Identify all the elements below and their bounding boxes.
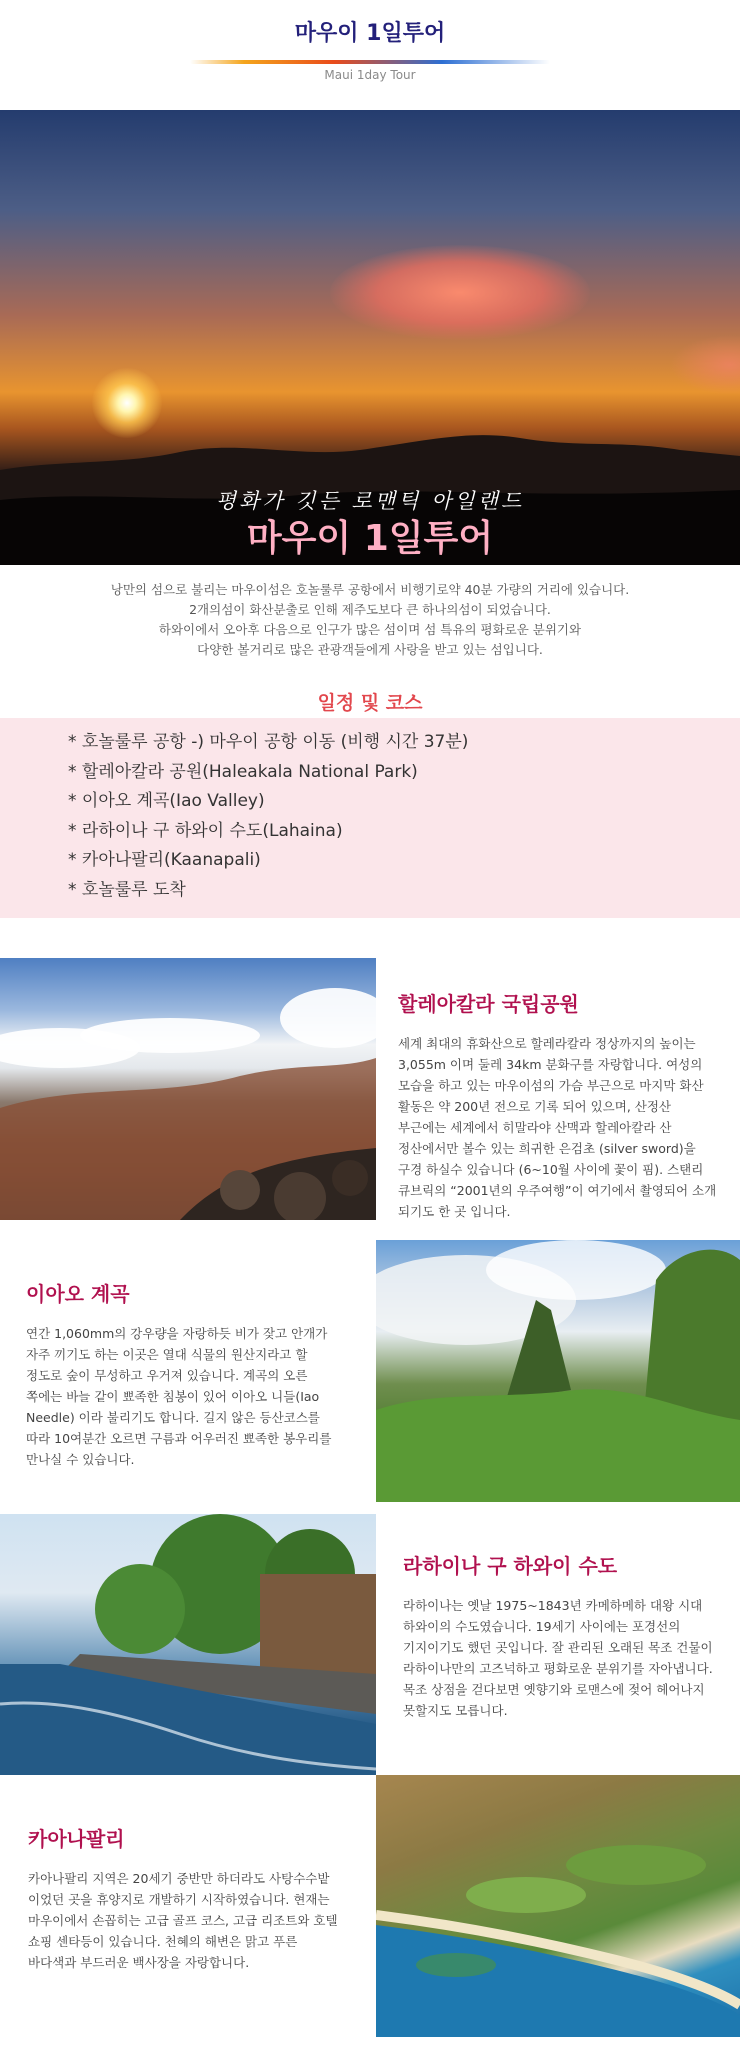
lahaina-text <box>403 1550 733 1721</box>
title-underline-gradient <box>190 60 550 64</box>
description-line: 자주 끼기도 하는 이곳은 열대 식물의 원산지라고 할 <box>26 1347 308 1362</box>
description-line: 하와이의 수도였습니다. 19세기 사이에는 포경선의 <box>403 1619 681 1634</box>
course-item: * 이아오 계곡(Iao Valley) <box>68 791 265 811</box>
description-line: 되기도 한 곳 입니다. <box>398 1204 511 1219</box>
description-line: 목조 상점을 걷다보면 옛향기와 로맨스에 젖어 헤어나지 <box>403 1682 705 1697</box>
kaanapali-description <box>28 1868 358 1973</box>
description-line: 라하이나만의 고즈넉하고 평화로운 분위기를 자아냅니다. <box>403 1661 713 1676</box>
description-line: 큐브릭의 “2001년의 우주여행”이 여기에서 촬영되어 소개 <box>398 1183 717 1198</box>
description-line: 만나실 수 있습니다. <box>26 1452 135 1467</box>
description-line: 기지이기도 했던 곳입니다. 잘 관리된 오래된 목조 건물이 <box>403 1640 713 1655</box>
hero-slogan: 평화가 깃든 로맨틱 아일랜드 <box>215 489 525 513</box>
course-item: * 호놀룰루 공항 -) 마우이 공항 이동 (비행 시간 37분) <box>68 732 469 752</box>
page-title: 마우이 1일투어 <box>294 21 446 46</box>
description-line: 정산에서만 볼수 있는 희귀한 은검초 (silver sword)을 <box>398 1141 696 1156</box>
kaanapali-photo <box>376 1775 740 2037</box>
course-item: * 라하이나 구 하와이 수도(Lahaina) <box>68 820 343 841</box>
lahaina-photo <box>0 1514 376 1776</box>
intro-line: 다양한 볼거리로 많은 관광객들에게 사랑을 받고 있는 섬입니다. <box>197 642 543 657</box>
section-kaanapali <box>0 1775 740 2037</box>
description-line: 모습을 하고 있는 마우이섬의 가슴 부근으로 마지막 화산 <box>398 1078 704 1093</box>
lahaina-description <box>403 1595 733 1721</box>
course-item: * 할레아칼라 공원(Haleakala National Park) <box>68 761 418 782</box>
kaanapali-aerial-scene <box>376 1775 740 2037</box>
section-haleakala <box>0 958 740 1220</box>
course-title: 일정 및 코스 <box>317 692 423 714</box>
course-list <box>0 718 740 905</box>
description-line: 정도로 숲이 무성하고 우거져 있습니다. 계곡의 오른 <box>26 1368 308 1383</box>
intro-line: 2개의섬이 화산분출로 인해 제주도보다 큰 하나의섬이 되었습니다. <box>189 602 551 617</box>
hero-cloud-small <box>670 335 740 395</box>
hero-cloud <box>330 245 590 340</box>
description-line: 부근에는 세계에서 히말라야 산맥과 할레아칼라 산 <box>398 1120 672 1135</box>
hero-title: 마우이 1일투어 <box>246 518 494 559</box>
description-line: Needle) 이라 불리기도 합니다. 길지 않은 등산코스를 <box>26 1410 320 1425</box>
course-list-box <box>0 718 740 918</box>
intro-line: 하와이에서 오아후 다음으로 인구가 많은 섬이며 섬 특유의 평화로운 분위기와 <box>158 622 582 637</box>
intro-paragraph <box>0 580 740 660</box>
page-header <box>0 0 740 110</box>
kaanapali-heading: 카아나팔리 <box>28 1827 125 1851</box>
haleakala-text <box>398 988 728 1222</box>
description-line: 활동은 약 200년 전으로 기록 되어 있으며, 산정산 <box>398 1099 671 1114</box>
description-line: 라하이나는 옛날 1975~1843년 카메하메하 대왕 시대 <box>403 1598 703 1613</box>
course-item: * 카아나팔리(Kaanapali) <box>68 850 261 870</box>
description-line: 쇼핑 센타등이 있습니다. 천혜의 해변은 맑고 푸른 <box>28 1934 298 1949</box>
haleakala-heading: 할레아칼라 국립공원 <box>398 992 579 1016</box>
intro-line: 낭만의 섬으로 불리는 마우이섬은 호놀룰루 공항에서 비행기로약 40분 가량의 거리에 있습니다. <box>110 582 630 597</box>
description-line: 못할지도 모릅니다. <box>403 1703 508 1718</box>
iao-description <box>26 1323 356 1470</box>
description-line: 따라 10여분간 오르면 구름과 어우러진 뾰족한 봉우리를 <box>26 1431 332 1446</box>
description-line: 이었던 곳을 휴양지로 개발하기 시작하였습니다. 현재는 <box>28 1892 330 1907</box>
haleakala-description <box>398 1033 728 1222</box>
section-lahaina <box>0 1514 740 1776</box>
hero-sunset-image <box>0 110 740 565</box>
description-line: 카아나팔리 지역은 20세기 중반만 하더라도 사탕수수밭 <box>28 1871 330 1886</box>
kaanapali-text <box>28 1823 358 1973</box>
iao-text <box>26 1278 356 1470</box>
description-line: 세계 최대의 휴화산으로 할레라칼라 정상까지의 높이는 <box>398 1036 696 1051</box>
section-iao-valley <box>0 1240 740 1502</box>
haleakala-photo <box>0 958 376 1220</box>
description-line: 3,055m 이며 둘레 34km 분화구를 자랑합니다. 여성의 <box>398 1057 703 1072</box>
lahaina-seawall-scene <box>0 1514 376 1776</box>
iao-heading: 이아오 계곡 <box>26 1282 130 1306</box>
lahaina-heading: 라하이나 구 하와이 수도 <box>403 1554 618 1578</box>
description-line: 쪽에는 바늘 같이 뾰족한 침봉이 있어 이아오 니들(Iao <box>26 1389 320 1404</box>
course-item: * 호놀룰루 도착 <box>68 879 186 900</box>
description-line: 바다색과 부드러운 백사장을 자랑합니다. <box>28 1955 250 1970</box>
iao-needle-terrain <box>376 1240 740 1502</box>
description-line: 연간 1,060mm의 강우량을 자랑하듯 비가 잦고 안개가 <box>26 1326 328 1341</box>
page-subtitle: Maui 1day Tour <box>324 68 416 82</box>
description-line: 마우이에서 손꼽히는 고급 골프 코스, 고급 리조트와 호텔 <box>28 1913 338 1928</box>
description-line: 구경 하실수 있습니다 (6~10월 사이에 꽃이 핌). 스탠리 <box>398 1162 704 1177</box>
crater-terrain <box>0 958 376 1220</box>
iao-photo <box>376 1240 740 1502</box>
